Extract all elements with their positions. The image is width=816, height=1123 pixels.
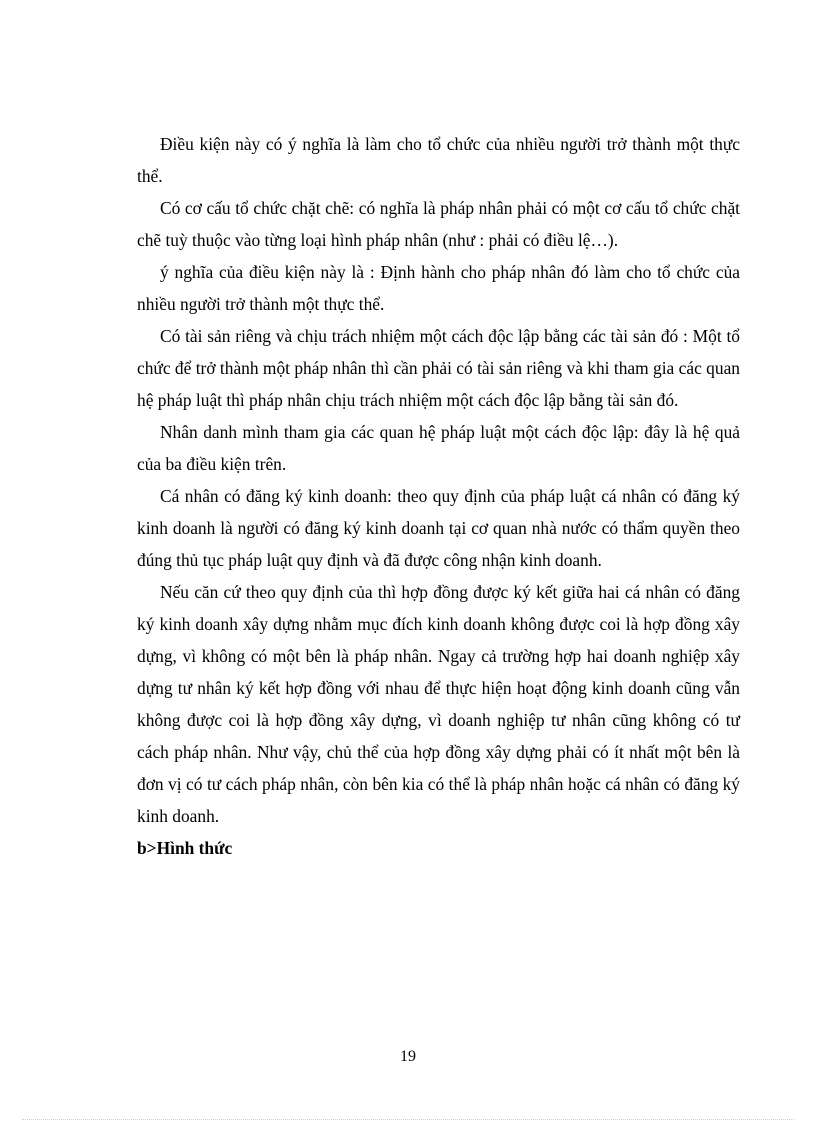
page-number: 19 [400, 1048, 416, 1065]
page-body [137, 128, 740, 864]
section-heading: b>Hình thức [137, 838, 233, 858]
paragraph: Có cơ cấu tổ chức chặt chẽ: có nghĩa là pháp nhân phải có một cơ cấu tổ chức chặt chẽ tuỳ thuộc vào từng loại hình pháp nhân (như : phải có điều lệ…). [137, 198, 740, 250]
paragraph: Nhân danh mình tham gia các quan hệ pháp luật một cách độc lập: đây là hệ quả của ba điều kiện trên. [137, 422, 740, 474]
paragraph: Nếu căn cứ theo quy định của thì hợp đồng được ký kết giữa hai cá nhân có đăng ký kinh doanh xây dựng nhằm mục đích kinh doanh không được coi là hợp đồng xây dựng, vì không có một bên là pháp nhân. Ngay cả trường hợp hai doanh nghiệp xây dựng tư nhân ký kết hợp đồng với nhau để thực hiện hoạt động kinh doanh cũng vẫn không được coi là hợp đồng xây dựng, vì doanh nghiệp tư nhân cũng không có tư cách pháp nhân. Như vậy, chủ thể của hợp đồng xây dựng phải có ít nhất một bên là đơn vị có tư cách pháp nhân, còn bên kia có thể là pháp nhân hoặc cá nhân có đăng ký kinh doanh. [137, 582, 740, 826]
paragraph: Điều kiện này có ý nghĩa là làm cho tổ chức của nhiều người trở thành một thực thể. [137, 134, 740, 186]
page-bottom-divider [22, 1119, 794, 1120]
paragraph: Cá nhân có đăng ký kinh doanh: theo quy định của pháp luật cá nhân có đăng ký kinh doanh là người có đăng ký kinh doanh tại cơ quan nhà nước có thẩm quyền theo đúng thủ tục pháp luật quy định và đã được công nhận kinh doanh. [137, 486, 740, 570]
paragraph: Có tài sản riêng và chịu trách nhiệm một cách độc lập bằng các tài sản đó : Một tổ chức để trở thành một pháp nhân thì cần phải có tài sản riêng và khi tham gia các quan hệ pháp luật thì pháp nhân chịu trách nhiệm một cách độc lập bằng tài sản đó. [137, 326, 740, 410]
paragraph: ý nghĩa của điều kiện này là : Định hành cho pháp nhân đó làm cho tổ chức của nhiều người trở thành một thực thể. [137, 262, 740, 314]
